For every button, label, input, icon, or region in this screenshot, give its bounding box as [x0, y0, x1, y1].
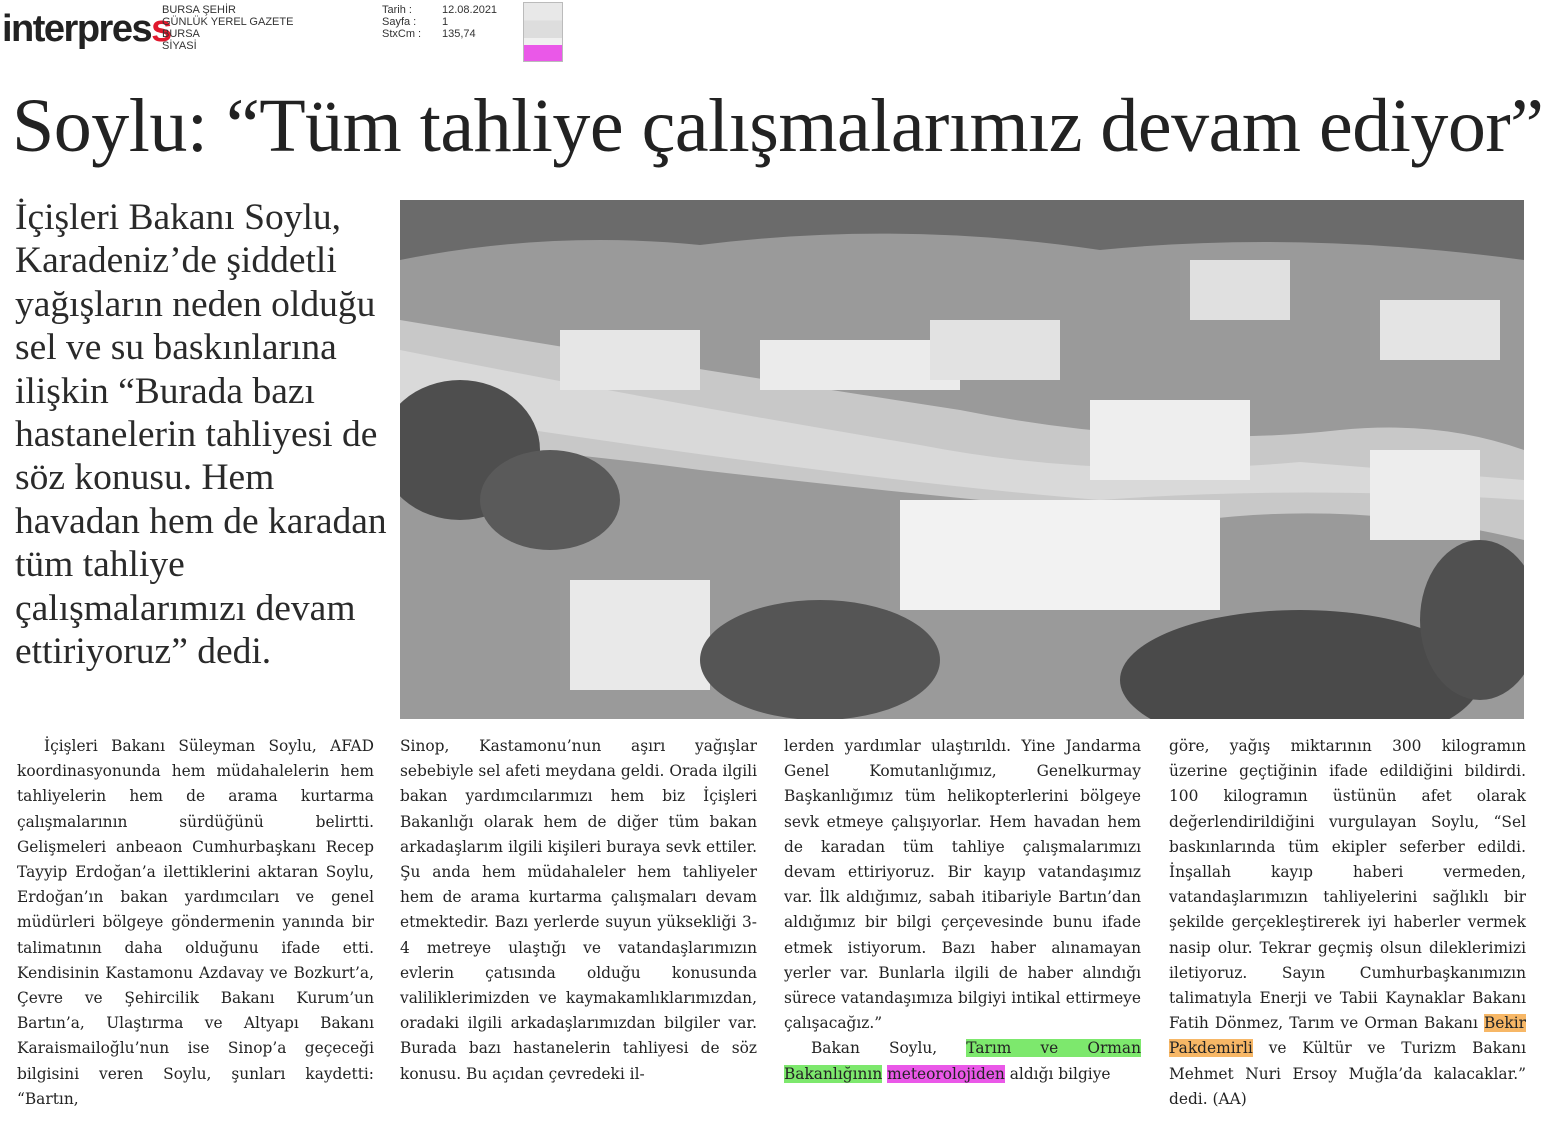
body-paragraph [1169, 734, 1526, 1112]
meta-key: StxCm : [382, 28, 422, 40]
publication-info [162, 4, 293, 52]
article-column-3 [784, 734, 1141, 1087]
date-value: 12.08.2021 [442, 4, 498, 16]
clipping-meta [382, 4, 497, 40]
body-paragraph: Sinop, Kastamonu’nun aşırı yağışlar sebebiyle sel afeti meydana geldi. Orada ilgili bakan yardımcılarımızı hem biz İçişleri Bakanlığı olarak hem de diğer tüm bakan arkadaşlarım ilgili kişileri buraya sevk ettiler. Şu anda hem müdahaleler hem tahliyeler hem de arama kurtarma çalışmaları devam etmektedir. Bazı yerlerde suyun yüksekliği 3-4 metreye ulaştığı ve vatandaşlarımızın evlerin çatısında olduğu konusunda valiliklerimizden ve kaymakamlıklarımızdan, oradaki ilgili arkadaşlarımızdan bilgiler var. Burada bazı hastanelerin tahliyesi de söz konusu. Bu açıdan çevredeki il- [400, 737, 757, 1083]
body-paragraph [784, 1036, 1141, 1086]
highlight-ministry: Tarım ve Orman Bakanlığının [784, 1039, 1141, 1083]
meta-key: Sayfa : [382, 16, 417, 28]
publication-city: BURSA ŞEHİR [162, 4, 236, 16]
body-paragraph: İçişleri Bakanı Süleyman Soylu, AFAD koordinasyonunda hem müdahalelerin hem tahliyelerin hem de arama kurtarma çalışmalarının sürdüğünü belirtti. Gelişmeleri anbeaon Cumhurbaşkanı Recep Tayyip Erdoğan’a ilettiklerini aktaran Soylu, Erdoğan’ın bakan yardımcıları ve genel müdürleri bölgeye göndermenin yanında bir talimatının daha olduğunu ifade etti. Kendisinin Kastamonu Azdavay ve Bozkurt’a, Çevre ve Şehircilik Bakanı Kurum’un Bartın’a, Ulaştırma ve Altyapı Bakanı Karaismailoğlu’nun ise Sinop’a geçeceği bilgisini veren Soylu, şunları kaydetti: “Bartın, [17, 737, 374, 1108]
headline: Soylu: “Tüm tahliye çalışmalarımız devam ediyor” [12, 84, 1544, 168]
flood-photo [400, 200, 1524, 719]
article-column-4 [1169, 734, 1526, 1112]
page-thumbnail [523, 2, 563, 62]
body-text: Bakan Soylu, [811, 1039, 938, 1058]
highlight-meteorology: meteorolojiden [887, 1064, 1005, 1083]
page-value: 1 [442, 16, 449, 28]
interpress-logo: interpress [2, 8, 171, 50]
body-text: aldığı bilgiye [1009, 1064, 1111, 1083]
publication-category: SİYASİ [162, 40, 197, 52]
publication-region: BURSA [162, 28, 200, 40]
article-column-2 [400, 734, 757, 1087]
meta-key: Tarih : [382, 4, 412, 16]
publication-type: GÜNLÜK YEREL GAZETE [162, 16, 294, 28]
article-column-1 [17, 734, 374, 1112]
body-text: ve Kültür ve Turizm Bakanı Mehmet Nuri Ersoy Muğla’da kalacaklar.” dedi. (AA) [1169, 1039, 1526, 1108]
body-paragraph: lerden yardımlar ulaştırıldı. Yine Jandarma Genel Komutanlığımız, Genelkurmay Başkanlığımız tüm helikopterlerini bölgeye sevk etmeye çalışıyorlar. Hem havadan hem de karadan tüm tahliye çalışmalarımızı devam ettiriyoruz. Bir kayıp vatandaşımız var. İlk aldığımız, sabah itibariyle Bartın’dan aldığımız bir bilgi çerçevesinde bunu ifade etmek istiyorum. Bazı haber alınamayan yerler var. Bunlarla ilgili de haber alındığı sürece vatandaşımıza bilgiyi intikal ettirmeye çalışacağız.” [784, 737, 1141, 1033]
body-text: göre, yağış miktarının 300 kilogramın üzerine geçtiğinin ifade edildiğini bildirdi. 100 kilogramın üstünün afet olarak değerlendirildiğini vurgulayan Soylu, “Sel baskınlarında tüm ekipler seferber edildi. İnşallah kayıp haberi vermeden, vatandaşlarımızın tahliyelerini sağlıklı bir şekilde gerçekleştirerek iyi haberler vermek nasip olur. Tekrar geçmiş olsun dileklerimizi iletiyoruz. Sayın Cumhurbaşkanımızın talimatıyla Enerji ve Tabii Kaynaklar Bakanı Fatih Dönmez, Tarım ve Orman Bakanı [1169, 737, 1526, 1033]
highlight-person: Bekir Pakdemirli [1169, 1014, 1526, 1058]
lead-paragraph: İçişleri Bakanı Soylu, Karadeniz’de şiddetli yağışların neden olduğu sel ve su baskınlarına ilişkin “Burada bazı hastanelerin tahliyesi de söz konusu. Hem havadan hem de karadan tüm tahliye çalışmalarımızı devam ettiriyoruz” dedi. [15, 197, 387, 673]
size-value: 135,74 [442, 28, 476, 40]
